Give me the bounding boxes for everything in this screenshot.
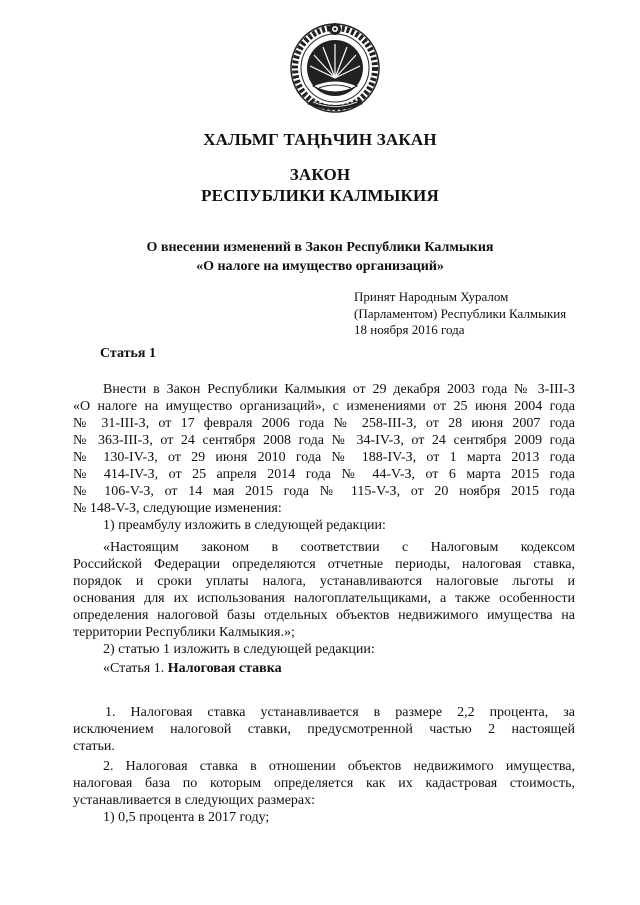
body-line: № 31-III-З, от 17 февраля 2006 года № 258-III-З, от 28 июня 2007 года [73, 416, 575, 431]
body-line: определения налоговой базы отдельных объектов недвижимого имущества на [73, 608, 575, 623]
body-line: основания для их использования налогоплательщиками, а также особенности [73, 591, 575, 606]
body-line: 2) статью 1 изложить в следующей редакции: [103, 642, 375, 657]
article1-prefix: «Статья 1. [103, 661, 168, 676]
adopted-date: 18 ноября 2016 года [354, 322, 465, 337]
law-subject-line-2: «О налоге на имущество организаций» [196, 259, 444, 274]
body-line: «О налоге на имущество организаций», с изменениями от 25 июня 2004 года [73, 399, 575, 414]
article-heading: Статья 1 [100, 346, 156, 361]
body-line: 2. Налоговая ставка в отношении объектов недвижимого имущества, [103, 759, 575, 774]
body-line: Российской Федерации определяются отчетные периоды, налоговая ставка, [73, 557, 575, 572]
title-republic: РЕСПУБЛИКИ КАЛМЫКИЯ [201, 186, 439, 205]
body-line: № 363-III-З, от 24 сентября 2008 года № 34-IV-З, от 24 сентября 2009 года [73, 433, 575, 448]
body-line: 1) преамбулу изложить в следующей редакции: [103, 518, 386, 533]
law-subject-line-1: О внесении изменений в Закон Республики Калмыкия [146, 240, 494, 255]
body-line: № 130-IV-З, от 29 июня 2010 года № 188-IV-З, от 1 марта 2013 года [73, 450, 575, 465]
body-line: № 148-V-З, следующие изменения: [73, 501, 282, 516]
body-line: порядок и сроки уплаты налога, устанавливаются налоговые льготы и [73, 574, 575, 589]
adopted-line-1: Принят Народным Хуралом [354, 289, 509, 304]
adopted-line-2: (Парламентом) Республики Калмыкия [354, 306, 567, 321]
body-line: № 106-V-З, от 14 мая 2015 года № 115-V-З, от 20 ноября 2015 года [73, 484, 575, 499]
body-line: «Настоящим законом в соответствии с Налоговым кодексом [103, 540, 575, 555]
body-line: № 414-IV-З, от 25 апреля 2014 года № 44-V-З, от 6 марта 2015 года [73, 467, 575, 482]
body-line: Внести в Закон Республики Калмыкия от 29 декабря 2003 года № 3-III-З [103, 382, 575, 397]
body-line: налоговая база по которым определяется как их кадастровая стоимость, [73, 776, 575, 791]
article1-title: Налоговая ставка [167, 661, 282, 676]
kalmykia-emblem-icon [283, 20, 387, 120]
article1-heading [73, 660, 575, 677]
body-line: 1. Налоговая ставка устанавливается в размере 2,2 процента, за [105, 705, 575, 720]
body-line: 1) 0,5 процента в 2017 году; [103, 810, 270, 825]
title-law: ЗАКОН [289, 165, 351, 184]
body-line: исключением налоговой ставки, предусмотренной частью 2 настоящей [73, 722, 575, 737]
body-line: территории Республики Калмыкия.»; [73, 625, 295, 640]
body-line: устанавливается в следующих размерах: [73, 793, 316, 808]
body-line: статьи. [73, 739, 115, 754]
title-kalmyk: ХАЛЬМГ ТАҢҺЧИН ЗАКАН [203, 130, 437, 149]
